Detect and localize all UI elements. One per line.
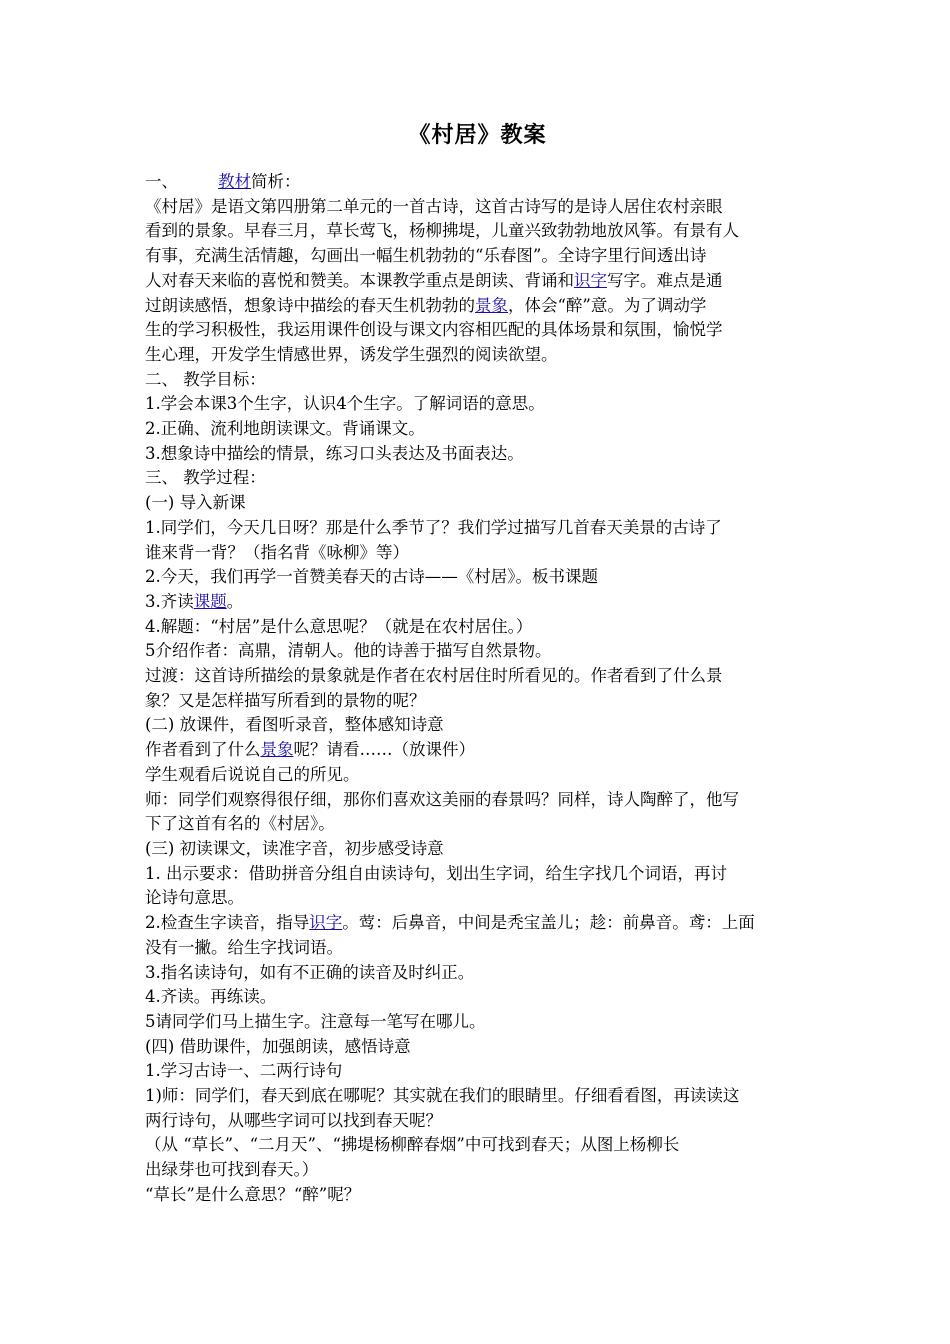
paragraph-line: 谁来背一背？（指名背《咏柳》等） (145, 542, 409, 562)
section-number: 一、 (145, 172, 178, 191)
paragraph-line: 5介绍作者：高鼎，清朝人。他的诗善于描写自然景物。 (145, 641, 552, 661)
text-span: 呢？请看……（放课件） (293, 740, 475, 760)
paragraph-line: 学生观看后说说自己的所见。 (145, 764, 360, 784)
goal-item: 3.想象诗中描绘的情景，练习口头表达及书面表达。 (145, 443, 524, 463)
paragraph-line: （从 “草长”、“二月天”、“拂堤杨柳醉春烟”中可找到春天；从图上杨柳长 (145, 1135, 680, 1155)
paragraph-line: 4.齐读。再练读。 (145, 987, 277, 1007)
literacy-link[interactable]: 识字 (309, 913, 343, 933)
section-heading-process: 三、 教学过程： (145, 468, 266, 488)
paragraph-line: 生的学习积极性，我运用课件创设与课文内容相匹配的具体场景和氛围，愉悦学 (145, 320, 723, 340)
lesson-plan-document (145, 120, 810, 1208)
subsection-heading: (二) 放课件，看图听录音，整体感知诗意 (145, 715, 444, 735)
literacy-link[interactable]: 识字 (574, 270, 607, 290)
subsection-heading: (三) 初读课文，读准字音，初步感受诗意 (145, 838, 444, 858)
text-span: 作者看到了什么 (145, 740, 261, 760)
paragraph-line: 4.解题：“村居”是什么意思呢？（就是在农村居住。） (145, 616, 533, 636)
paragraph-line (145, 269, 810, 294)
textbook-link[interactable]: 教材 (218, 172, 251, 191)
subsection-heading: (四) 借助课件，加强朗读，感悟诗意 (145, 1036, 411, 1056)
page-title: 《村居》教案 (408, 122, 547, 148)
scene-link[interactable]: 景象 (260, 740, 294, 760)
text-span: 。莺：后鼻音，中间是秃宝盖儿；趁：前鼻音。鸢：上面 (342, 913, 755, 933)
lesson-title-link[interactable]: 课题 (193, 591, 227, 611)
subsection-heading: (一) 导入新课 (145, 493, 246, 513)
paragraph-line: 《村居》是语文第四册第二单元的一首古诗，这首古诗写的是诗人居住农村亲眼 (145, 196, 723, 216)
goal-item: 2.正确、流利地朗读课文。背诵课文。 (145, 419, 425, 439)
paragraph-line: “草长”是什么意思？“醉”呢？ (145, 1184, 361, 1204)
paragraph-line: 有事，充满生活情趣，勾画出一幅生机勃勃的“乐春图”。全诗字里行间透出诗 (145, 246, 707, 266)
paragraph-line (145, 590, 810, 615)
paragraph-line: 1.学习古诗一、二两行诗句 (145, 1061, 343, 1081)
paragraph-line: 论诗句意思。 (145, 888, 244, 908)
paragraph-line: 3.指名读诗句，如有不正确的读音及时纠正。 (145, 962, 475, 982)
paragraph-line: 两行诗句，从哪些字词可以找到春天呢？ (145, 1110, 442, 1130)
text-span: 人对春天来临的喜悦和赞美。本课教学重点是朗读、背诵和 (145, 270, 574, 290)
paragraph-line: 5请同学们马上描生字。注意每一笔写在哪儿。 (145, 1011, 486, 1031)
paragraph-line: 2.今天，我们再学一首赞美春天的古诗——《村居》。板书课题 (145, 567, 598, 587)
text-span: ，体会“醉”意。为了调动学 (508, 295, 707, 315)
text-span: 写字。难点是通 (607, 270, 723, 290)
section-heading-goals: 二、 教学目标： (145, 369, 266, 389)
paragraph-line: 出绿芽也可找到春天。） (145, 1160, 319, 1180)
text-span: 。 (226, 591, 244, 611)
paragraph-line: 下了这首有名的《村居》。 (145, 814, 335, 834)
text-span: 过朗读感悟，想象诗中描绘的春天生机勃勃的 (145, 295, 475, 315)
text-span: 2.检查生字读音，指导 (145, 913, 310, 933)
paragraph-line: 生心理，开发学生情感世界，诱发学生强烈的阅读欲望。 (145, 344, 558, 364)
paragraph-line (145, 294, 810, 319)
paragraph-line: 1)师：同学们，春天到底在哪呢？其实就在我们的眼睛里。仔细看看图，再读读这 (145, 1086, 740, 1106)
paragraph-line (145, 911, 810, 936)
paragraph-line: 过渡：这首诗所描绘的景象就是作者在农村居住时所看见的。作者看到了什么景 (145, 666, 723, 686)
paragraph-line: 1. 出示要求：借助拼音分组自由读诗句，划出生字词，给生字找几个词语，再讨 (145, 863, 727, 883)
scene-link[interactable]: 景象 (475, 295, 508, 315)
paragraph-line: 象？又是怎样描写所看到的景物的呢？ (145, 690, 426, 710)
paragraph-line (145, 738, 810, 763)
paragraph-line: 没有一撇。给生字找词语。 (145, 937, 343, 957)
section-heading-analysis (145, 170, 810, 195)
paragraph-line: 看到的景象。早春三月，草长莺飞，杨柳拂堤，儿童兴致勃勃地放风筝。有景有人 (145, 221, 739, 241)
paragraph-line: 师：同学们观察得很仔细，那你们喜欢这美丽的春景吗？同样，诗人陶醉了，他写 (145, 789, 739, 809)
goal-item: 1.学会本课3个生字，认识4个生字。了解词语的意思。 (145, 394, 545, 414)
text-span: 3.齐读 (145, 591, 194, 611)
paragraph-line: 1.同学们，今天几日呀？那是什么季节了？我们学过描写几首春天美景的古诗了 (145, 517, 722, 537)
section-heading-text: 简析： (251, 172, 301, 191)
